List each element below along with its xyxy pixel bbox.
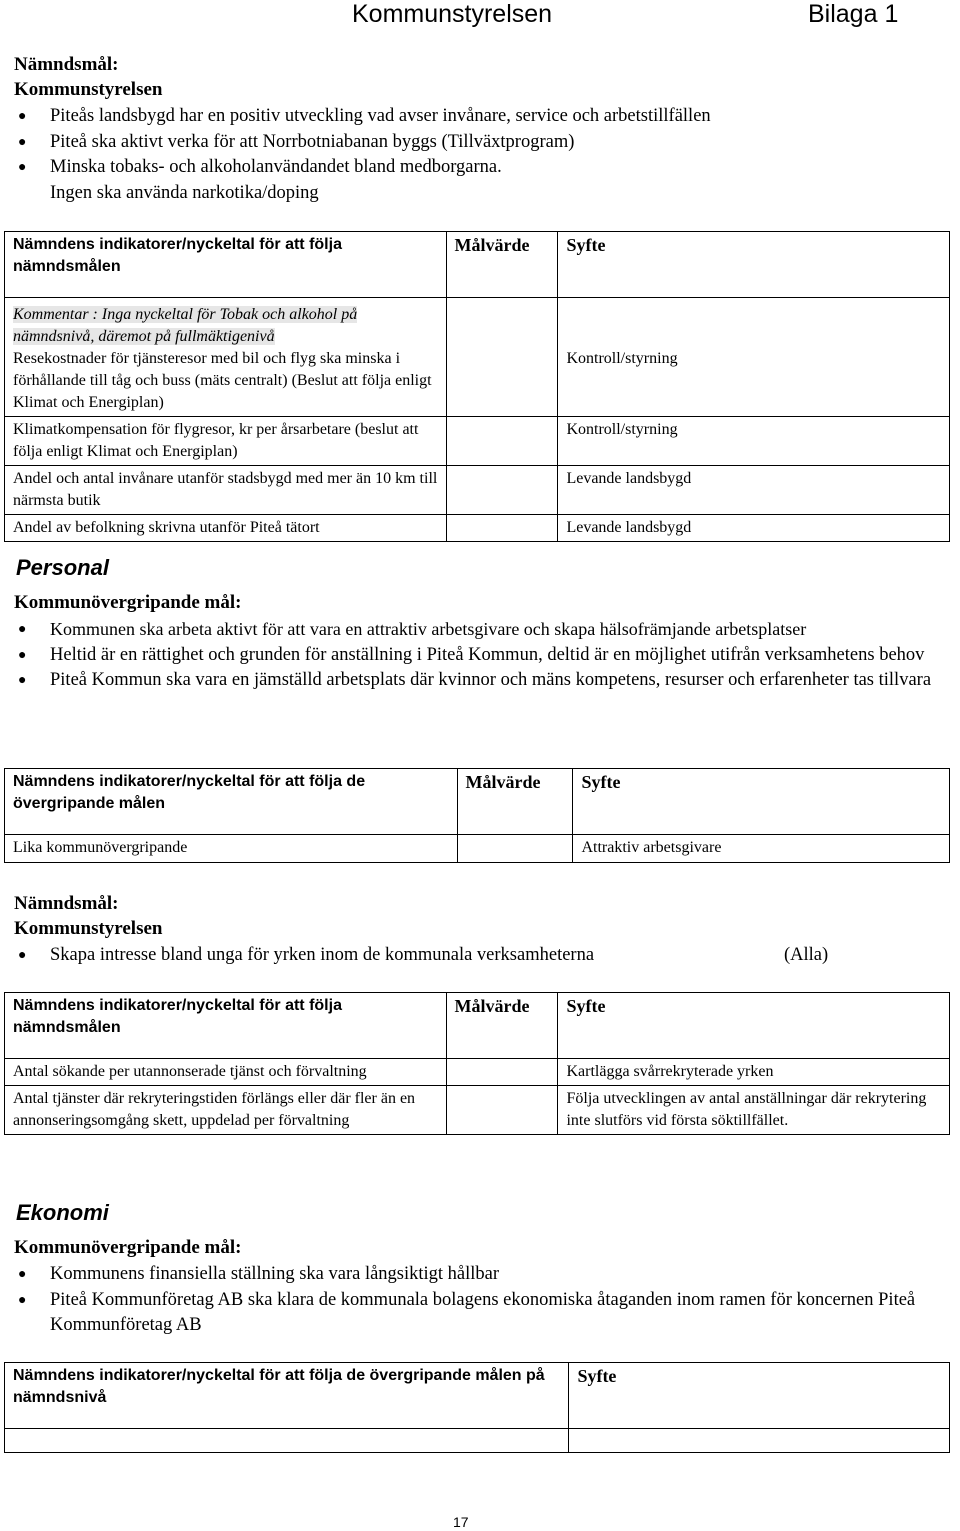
list-item: ● Piteå Kommunföretag AB ska klara de kommunala bolagens ekonomiska åtaganden inom ramen för koncernen Piteå Kommunföretag AB — [18, 1289, 916, 1335]
goal-label: Nämndsmål: — [14, 54, 119, 75]
bullet-icon: ● — [18, 1267, 27, 1282]
goal-list — [18, 1262, 940, 1339]
bullet-icon: ● — [18, 1292, 27, 1308]
target-cell — [446, 466, 558, 515]
indicator-cell: Andel av befolkning skrivna utanför Piteå tätort — [5, 515, 447, 542]
list-item: ● Kommunen ska arbeta aktivt för att vara en attraktiv arbetsgivare och skapa hälsofrämjande arbetsplatser — [50, 617, 958, 643]
indicator-cell: Resekostnader för tjänsteresor med bil och flyg ska minska i förhållande till tåg och buss (mäts centralt) (Beslut att följa enligt Klimat och Energiplan) — [13, 350, 432, 411]
table-row — [5, 835, 950, 863]
goal-list — [18, 617, 958, 694]
page-number: 17 — [453, 1514, 469, 1530]
goal-sublabel: Kommunstyrelsen — [14, 918, 163, 939]
target-cell — [457, 835, 573, 863]
goal-list — [18, 104, 950, 206]
section-title-personal: Personal — [16, 555, 109, 580]
target-cell — [446, 1086, 558, 1135]
column-header-target: Målvärde — [457, 769, 573, 835]
bullet-icon: ● — [18, 134, 27, 150]
table-row — [5, 1059, 950, 1086]
column-header-purpose: Syfte — [558, 993, 950, 1059]
target-cell — [446, 1059, 558, 1086]
goal-note: (Alla) — [784, 945, 829, 965]
table-row — [5, 1429, 950, 1453]
purpose-cell — [569, 1429, 950, 1453]
column-header-indicator: Nämndens indikatorer/nyckeltal för att följa de övergripande målen — [5, 769, 458, 835]
page-header-title: Kommunstyrelsen — [352, 0, 553, 28]
table-header-row — [5, 769, 950, 835]
table-row — [5, 466, 950, 515]
goal-label: Kommunövergripande mål: — [14, 592, 242, 613]
indicator-table — [4, 992, 950, 1135]
table-row — [5, 417, 950, 466]
list-item: ● Piteå Kommun ska vara en jämställd arbetsplats där kvinnor och mäns kompetens, resurser och erfarenheter tas tillvara — [50, 668, 958, 694]
page-header-appendix: Bilaga 1 — [808, 0, 899, 28]
indicator-cell: Lika kommunövergripande — [5, 835, 458, 863]
list-item: ● Piteås landsbygd har en positiv utveckling vad avser invånare, service och arbetstillfällen — [50, 104, 950, 130]
bullet-icon: ● — [18, 160, 27, 175]
goal-continuation: Ingen ska använda narkotika/doping — [50, 182, 319, 203]
target-cell — [446, 515, 558, 542]
column-header-purpose: Syfte — [558, 232, 950, 298]
goal-sublabel: Kommunstyrelsen — [14, 79, 163, 100]
column-header-indicator: Nämndens indikatorer/nyckeltal för att följa nämndsmålen — [5, 993, 447, 1059]
table-header-row — [5, 1363, 950, 1429]
table-header-row — [5, 232, 950, 298]
table-row — [5, 515, 950, 542]
goal-label: Nämndsmål: — [14, 893, 119, 914]
target-cell — [446, 298, 558, 417]
list-item: ● Heltid är en rättighet och grunden för anställning i Piteå Kommun, deltid är en möjlighet utifrån verksamhetens behov — [50, 643, 958, 669]
target-cell — [446, 417, 558, 466]
indicator-table — [4, 231, 950, 542]
list-item: ● Skapa intresse bland unga för yrken inom de kommunala verksamheterna — [50, 943, 950, 969]
bullet-icon: ● — [18, 622, 27, 637]
column-header-indicator: Nämndens indikatorer/nyckeltal för att följa nämndsmålen — [5, 232, 447, 298]
table-row — [5, 1086, 950, 1135]
column-header-purpose: Syfte — [569, 1363, 950, 1429]
table-comment: Kommentar : Inga nyckeltal för Tobak och alkohol på nämndsnivå, däremot på fullmäktigenivå — [13, 306, 358, 345]
column-header-target: Målvärde — [446, 232, 558, 298]
indicator-cell: Antal sökande per utannonserade tjänst och förvaltning — [5, 1059, 447, 1086]
indicator-cell: Antal tjänster där rekryteringstiden förlängs eller där fler än en annonseringsomgång skett, uppdelad per förvaltning — [5, 1086, 447, 1135]
purpose-cell: Levande landsbygd — [558, 466, 950, 515]
list-item: ● Kommunens finansiella ställning ska vara långsiktigt hållbar — [50, 1262, 940, 1288]
list-item: ● Piteå ska aktivt verka för att Norrbotniabanan byggs (Tillväxtprogram) — [50, 130, 950, 156]
column-header-target: Målvärde — [446, 993, 558, 1059]
column-header-purpose: Syfte — [573, 769, 950, 835]
bullet-icon: ● — [18, 673, 27, 688]
table-header-row — [5, 993, 950, 1059]
indicator-cell — [5, 1429, 569, 1453]
purpose-cell: Levande landsbygd — [558, 515, 950, 542]
indicator-cell: Klimatkompensation för flygresor, kr per årsarbetare (beslut att följa enligt Klimat och Energiplan) — [5, 417, 447, 466]
bullet-icon: ● — [18, 647, 27, 663]
goal-label: Kommunövergripande mål: — [14, 1237, 242, 1258]
section-title-ekonomi: Ekonomi — [16, 1200, 109, 1225]
column-header-indicator: Nämndens indikatorer/nyckeltal för att följa de övergripande målen på nämndsnivå — [5, 1363, 569, 1429]
table-row — [5, 298, 950, 417]
purpose-cell: Följa utvecklingen av antal anställningar där rekrytering inte slutförs vid första söktillfället. — [558, 1086, 950, 1135]
purpose-cell: Kontroll/styrning — [558, 417, 950, 466]
purpose-cell: Attraktiv arbetsgivare — [573, 835, 950, 863]
indicator-table — [4, 768, 950, 863]
bullet-icon: ● — [18, 109, 27, 124]
indicator-cell: Andel och antal invånare utanför stadsbygd med mer än 10 km till närmsta butik — [5, 466, 447, 515]
indicator-table — [4, 1362, 950, 1453]
purpose-cell: Kontroll/styrning — [558, 298, 950, 417]
bullet-icon: ● — [18, 948, 27, 963]
list-item: ● Minska tobaks- och alkoholanvändandet bland medborgarna. Ingen ska använda narkotika/doping — [18, 157, 502, 203]
purpose-cell: Kartlägga svårrekryterade yrken — [558, 1059, 950, 1086]
